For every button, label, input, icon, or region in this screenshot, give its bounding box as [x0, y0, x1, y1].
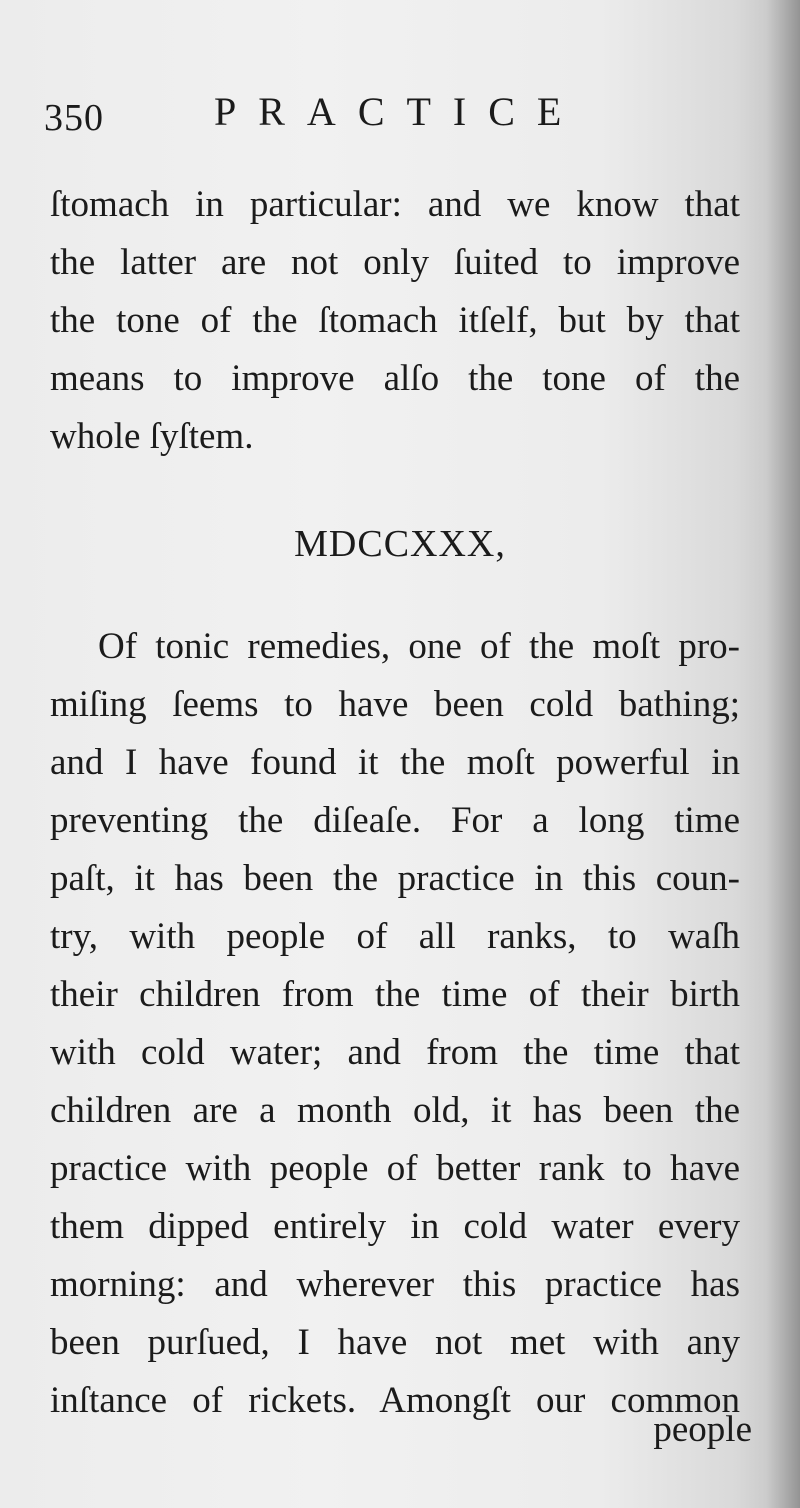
text-line: children are a month old, it has been the: [50, 1090, 740, 1131]
paragraph-continued: [50, 176, 740, 466]
catchword: people: [653, 1409, 752, 1450]
text-line: morning: and wherever this practice has: [50, 1264, 740, 1305]
text-line: miſing ſeems to have been cold bathing;: [50, 684, 740, 725]
running-title: PRACTICE: [214, 89, 584, 134]
text-line: inſtance of rickets. Amongſt our common: [50, 1380, 740, 1421]
text-line: paſt, it has been the practice in this coun-: [50, 858, 740, 899]
text-line: ſtomach in particular: and we know that: [50, 184, 740, 225]
text-line: means to improve alſo the tone of the: [50, 358, 740, 399]
text-line: practice with people of better rank to have: [50, 1148, 740, 1189]
text-line: and I have found it the moſt powerful in: [50, 742, 740, 783]
text-line: them dipped entirely in cold water every: [50, 1206, 740, 1247]
page-number: 350: [44, 97, 104, 139]
paragraph-section: [50, 618, 740, 1430]
text-line: whole ſyſtem.: [50, 416, 254, 457]
text-line: the tone of the ſtomach itſelf, but by that: [50, 300, 740, 341]
section-number-heading: MDCCXXX,: [294, 523, 506, 565]
page-header: [44, 88, 764, 148]
text-line: the latter are not only ſuited to improve: [50, 242, 740, 283]
text-line: try, with people of all ranks, to waſh: [50, 916, 740, 957]
text-line: preventing the diſeaſe. For a long time: [50, 800, 740, 841]
text-line: their children from the time of their birth: [50, 974, 740, 1015]
text-line: been purſued, I have not met with any: [50, 1322, 740, 1363]
text-line: Of tonic remedies, one of the moſt pro-: [98, 626, 740, 667]
page-edge-shadow: [766, 0, 800, 1508]
text-line: with cold water; and from the time that: [50, 1032, 740, 1073]
